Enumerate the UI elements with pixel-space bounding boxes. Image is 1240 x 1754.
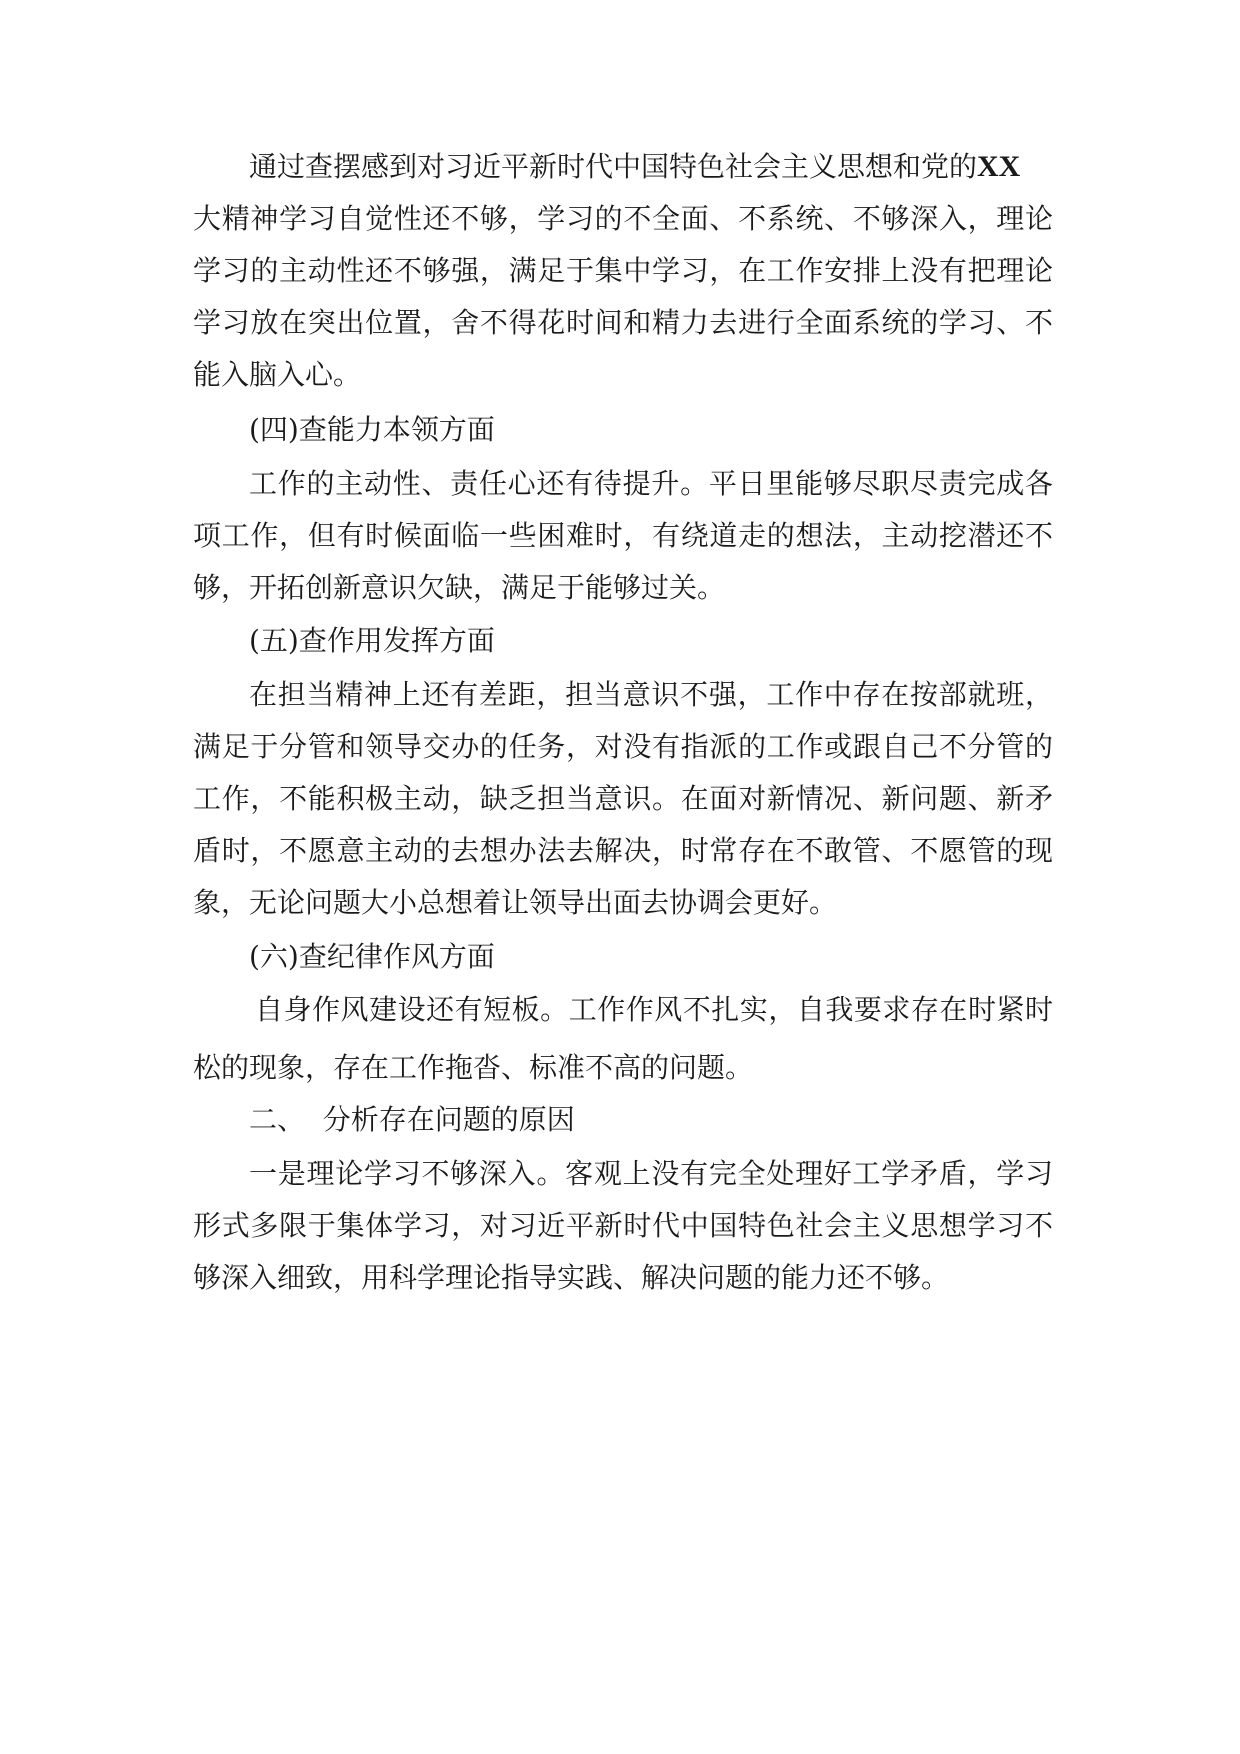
paragraph-2-line-3: 够，开拓创新意识欠缺，满足于能够过关。	[193, 571, 726, 604]
section-heading-4: (四)查能力本领方面	[249, 413, 495, 446]
paragraph-5-line-3: 够深入细致，用科学理论指导实践、解决问题的能力还不够。	[193, 1261, 950, 1294]
paragraph-3-line-5: 象，无论问题大小总想着让领导出面去协调会更好。	[193, 886, 838, 919]
paragraph-3-line-3: 工作，不能积极主动，缺乏担当意识。在面对新情况、新问题、新矛	[193, 782, 1053, 815]
paragraph-2-line-2: 项工作，但有时候面临一些困难时，有绕道走的想法，主动挖潜还不	[193, 519, 1053, 552]
paragraph-5-line-2: 形式多限于集体学习，对习近平新时代中国特色社会主义思想学习不	[193, 1209, 1053, 1242]
section-heading-6: (六)查纪律作风方面	[249, 940, 495, 973]
paragraph-1-line-5: 能入脑入心。	[193, 358, 362, 391]
paragraph-1-line-1-text: 通过查摆感到对习近平新时代中国特色社会主义思想和党的	[249, 150, 978, 183]
paragraph-1-line-2: 大精神学习自觉性还不够，学习的不全面、不系统、不够深入，理论	[193, 202, 1053, 235]
paragraph-3-line-1: 在担当精神上还有差距，担当意识不强，工作中存在按部就班，	[249, 678, 1053, 711]
paragraph-3-line-2: 满足于分管和领导交办的任务，对没有指派的工作或跟自己不分管的	[193, 730, 1053, 763]
paragraph-1-line-4: 学习放在突出位置，舍不得花时间和精力去进行全面系统的学习、不	[193, 306, 1053, 339]
paragraph-2-line-1: 工作的主动性、责任心还有待提升。平日里能够尽职尽责完成各	[249, 467, 1053, 500]
section-heading-5: (五)查作用发挥方面	[249, 624, 495, 657]
section-heading-2: 二、 分析存在问题的原因	[249, 1103, 575, 1136]
paragraph-4-line-1: 自身作风建设还有短板。工作作风不扎实，自我要求存在时紧时	[255, 993, 1053, 1026]
paragraph-4-line-2: 松的现象，存在工作拖沓、标准不高的问题。	[193, 1051, 754, 1084]
paragraph-5-line-1: 一是理论学习不够深入。客观上没有完全处理好工学矛盾，学习	[249, 1157, 1053, 1190]
paragraph-3-line-4: 盾时，不愿意主动的去想办法去解决，时常存在不敢管、不愿管的现	[193, 834, 1053, 867]
paragraph-1-line-3: 学习的主动性还不够强，满足于集中学习，在工作安排上没有把理论	[193, 254, 1053, 287]
paragraph-1-line-1	[249, 147, 1053, 187]
xx-placeholder: XX	[977, 150, 1021, 183]
